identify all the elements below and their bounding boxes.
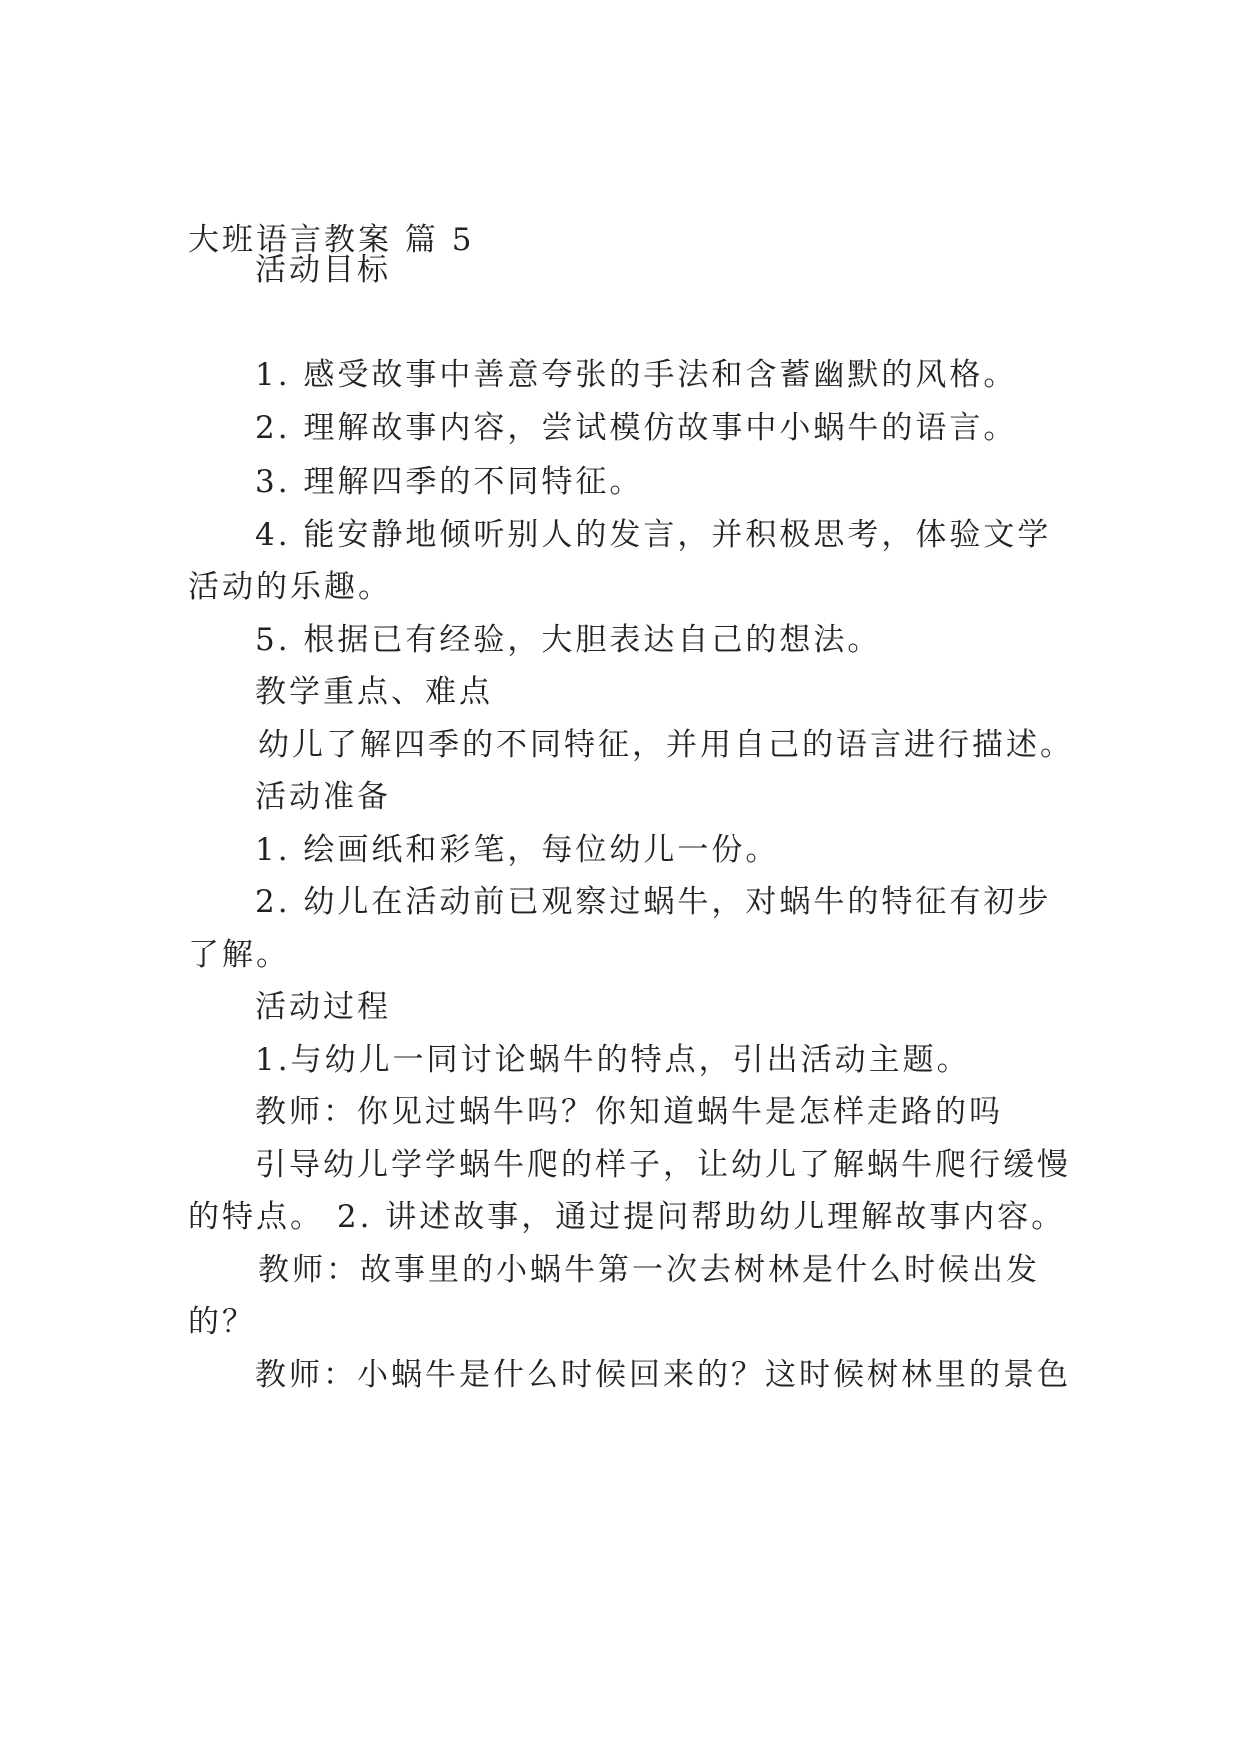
goal-item-4: 4. 能安静地倾听别人的发言，并积极思考，体验文学 [255, 517, 1052, 553]
process-teacher-question-3: 教师：小蜗牛是什么时候回来的？这时候树林里的景色 [255, 1357, 1071, 1393]
process-teacher-question-2: 教师：故事里的小蜗牛第一次去树林是什么时候出发 [258, 1252, 1040, 1288]
goal-item-1: 1. 感受故事中善意夸张的手法和含蓄幽默的风格。 [255, 357, 1018, 393]
goal-item-3: 3. 理解四季的不同特征。 [255, 464, 644, 500]
goal-item-4-continued: 活动的乐趣。 [188, 569, 392, 605]
goal-item-2: 2. 理解故事内容，尝试模仿故事中小蜗牛的语言。 [255, 410, 1018, 446]
document-title: 大班语言教案 篇 5 [188, 222, 475, 258]
process-guidance: 引导幼儿学学蜗牛爬的样子，让幼儿了解蜗牛爬行缓慢 [255, 1147, 1071, 1183]
section-heading-activity-goals: 活动目标 [255, 252, 391, 288]
section-heading-key-points: 教学重点、难点 [255, 674, 493, 710]
process-teacher-question-2-continued: 的？ [188, 1304, 256, 1340]
key-points-text: 幼儿了解四季的不同特征，并用自己的语言进行描述。 [258, 727, 1074, 763]
process-guidance-continued: 的特点。 2. 讲述故事，通过提问帮助幼儿理解故事内容。 [188, 1199, 1066, 1235]
section-heading-process: 活动过程 [255, 989, 391, 1025]
goal-item-5: 5. 根据已有经验，大胆表达自己的想法。 [255, 622, 882, 658]
section-heading-preparation: 活动准备 [255, 779, 391, 815]
preparation-item-2: 2. 幼儿在活动前已观察过蜗牛，对蜗牛的特征有初步 [255, 884, 1052, 920]
process-step-1: 1.与幼儿一同讨论蜗牛的特点，引出活动主题。 [255, 1042, 971, 1078]
process-teacher-question-1: 教师：你见过蜗牛吗？你知道蜗牛是怎样走路的吗 [255, 1094, 1003, 1130]
preparation-item-2-continued: 了解。 [188, 937, 290, 973]
preparation-item-1: 1. 绘画纸和彩笔，每位幼儿一份。 [255, 832, 780, 868]
